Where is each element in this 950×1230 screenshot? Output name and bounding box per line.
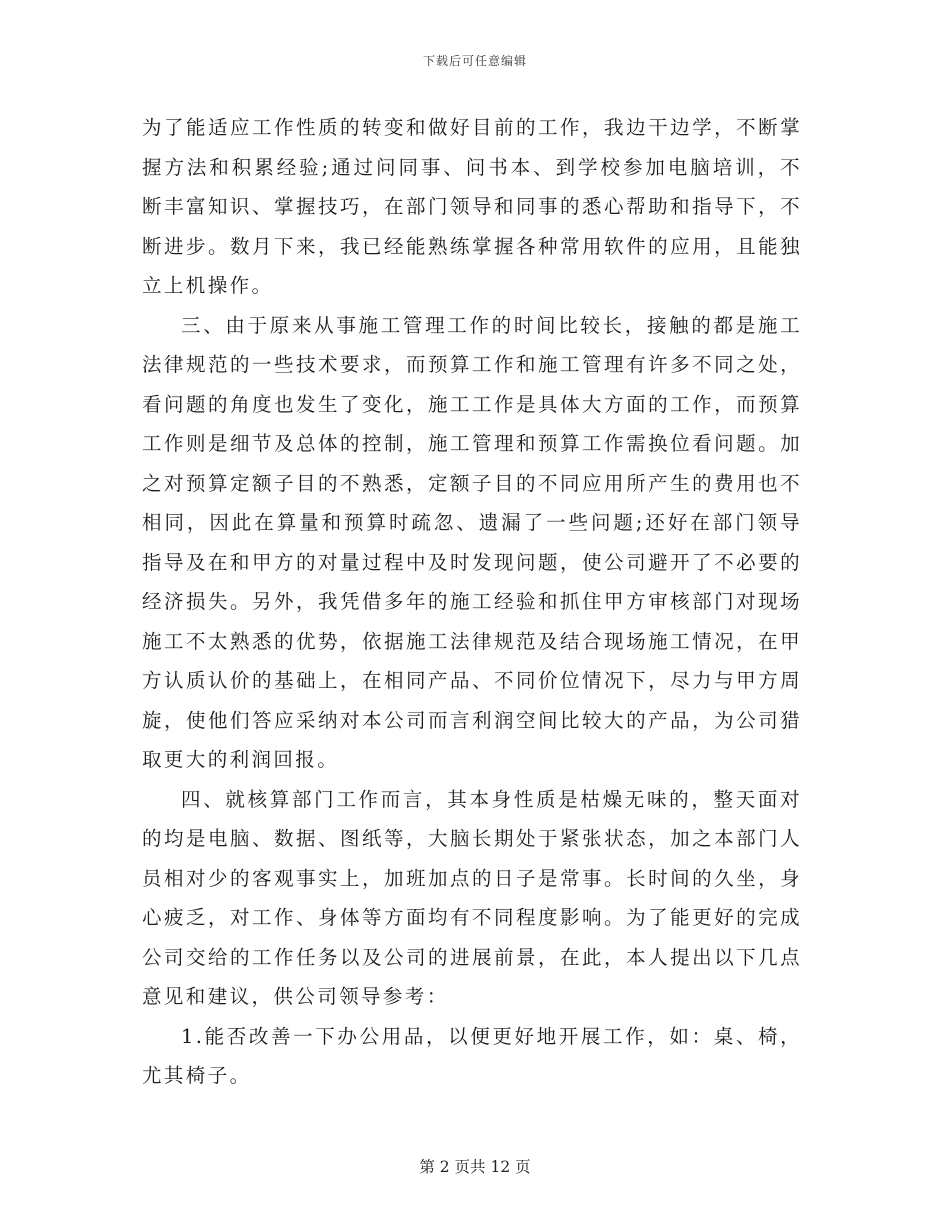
document-body [142,108,802,1096]
paragraph-section-three: 三、由于原来从事施工管理工作的时间比较长，接触的都是施工法律规范的一些技术要求，而预算工作和施工管理有许多不同之处，看问题的角度也发生了变化，施工工作是具体大方面的工作，而预算工作则是细节及总体的控制，施工管理和预算工作需换位看问题。加之对预算定额子目的不熟悉，定额子目的不同应用所产生的费用也不相同，因此在算量和预算时疏忽、遗漏了一些问题;还好在部门领导指导及在和甲方的对量过程中及时发现问题，使公司避开了不必要的经济损失。另外，我凭借多年的施工经验和抓住甲方审核部门对现场施工不太熟悉的优势，依据施工法律规范及结合现场施工情况，在甲方认质认价的基础上，在相同产品、不同价位情况下，尽力与甲方周旋，使他们答应采纳对本公司而言利润空间比较大的产品，为公司猎取更大的利润回报。 [142,313,802,771]
page-number: 第 2 页共 12 页 [419,1158,531,1176]
header-note: 下载后可任意编辑 [422,54,527,68]
paragraph-continuation: 为了能适应工作性质的转变和做好目前的工作，我边干边学，不断掌握方法和积累经验;通过问同事、问书本、到学校参加电脑培训，不断丰富知识、掌握技巧，在部门领导和同事的悉心帮助和指导下，不断进步。数月下来，我已经能熟练掌握各种常用软件的应用，且能独立上机操作。 [142,116,802,297]
paragraph-section-four: 四、就核算部门工作而言，其本身性质是枯燥无味的，整天面对的均是电脑、数据、图纸等，大脑长期处于紧张状态，加之本部门人员相对少的客观事实上，加班加点的日子是常事。长时间的久坐，身心疲乏，对工作、身体等方面均有不同程度影响。为了能更好的完成公司交给的工作任务以及公司的进展前景，在此，本人提出以下几点意见和建议，供公司领导参考： [142,787,802,1008]
paragraph-suggestion-one: 1.能否改善一下办公用品，以便更好地开展工作，如：桌、椅，尤其椅子。 [142,1024,802,1087]
